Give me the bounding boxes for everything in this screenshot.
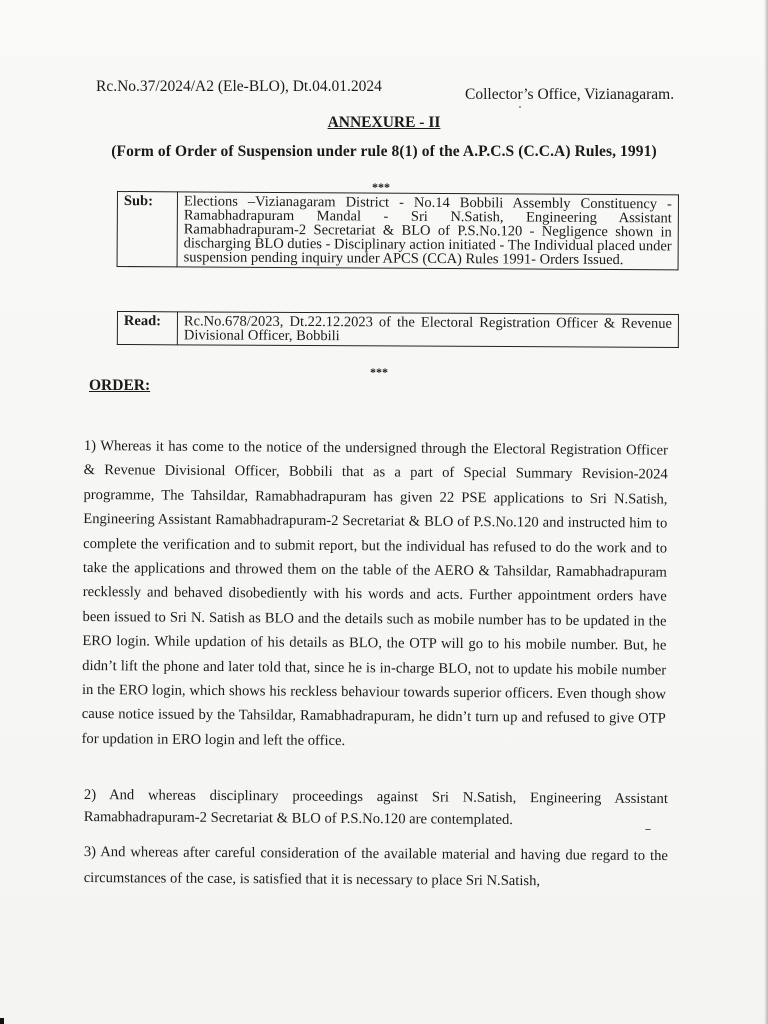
order-paragraph-1: 1) Whereas it has come to the notice of the undersigned through the Electoral Registration Officer & Revenue Divisional Officer, Bobbili that as a part of Special Summary Revision-2024 programme, The Tahsildar, Ramabhadrapuram has given 22 PSE applications to Sri N.Satish, Engineering Assistant Ramabhadrapuram-2 Secretariat & BLO of P.S.No.120 and instructed him to complete the verification and to submit report, but the individual has refused to do the work and to take the applications and throwed them on the table of the AERO & Tahsildar, Ramabhadrapuram recklessly and behaved disobediently with his words and acts. Further appointment orders have been issued to Sri N. Satish as BLO and the details such as mobile number has to be updated in the ERO login. While updation of his details as BLO, the OTP will go to his mobile number. But, he didn’t lift the phone and later told that, since he is in-charge BLO, not to update his mobile number in the ERO login, which shows his reckless behaviour towards superior officers. Even though show cause notice issued by the Tahsildar, Ramabhadrapuram, he didn’t turn up and refused to give OTP for updation in ERO login and left the office. xyxy=(81,437,668,749)
reference-number: Rc.No.37/2024/A2 (Ele-BLO), Dt.04.01.2024 xyxy=(96,78,382,95)
order-paragraph-3: 3) And whereas after careful consideration of the available material and having due regard to the circumstances of the case, is satisfied that it is necessary to place Sri N.Satish, xyxy=(83,843,668,890)
issuing-office: Collector’s Office, Vizianagaram. xyxy=(465,86,675,103)
form-title: (Form of Order of Suspension under rule 8(1) of the A.P.C.S (C.C.A) Rules, 1991) xyxy=(111,143,657,160)
read-label: Read: xyxy=(117,312,177,345)
separator-stars: *** xyxy=(370,365,388,379)
scan-speck xyxy=(645,829,651,830)
read-text: Rc.No.678/2023, Dt.22.12.2023 of the Electoral Registration Officer & Revenue Divisional Officer, Bobbili xyxy=(177,312,678,348)
subject-box xyxy=(117,191,679,270)
read-box xyxy=(117,311,679,348)
scan-speck xyxy=(519,106,521,108)
subject-text: Elections –Vizianagaram District - No.14 Bobbili Assembly Constituency - Ramabhadrapuram Mandal - Sri N.Satish, Engineering Assistant Ramabhadrapuram-2 Secretariat & BLO of P.S.No.120 - Negligence shown in discharging BLO duties - Disciplinary action initiated - The Individual placed under suspension pending inquiry under APCS (CCA) Rules 1991- Orders Issued. xyxy=(177,192,678,270)
separator-stars: *** xyxy=(372,180,390,194)
order-heading: ORDER: xyxy=(89,377,151,394)
subject-label: Sub: xyxy=(117,192,177,267)
annexure-title: ANNEXURE - II xyxy=(327,114,441,131)
order-paragraph-2: 2) And whereas disciplinary proceedings against Sri N.Satish, Engineering Assistant Ramabhadrapuram-2 Secretariat & BLO of P.S.No.120 are contemplated. xyxy=(83,786,668,828)
scan-speck xyxy=(0,1018,4,1024)
